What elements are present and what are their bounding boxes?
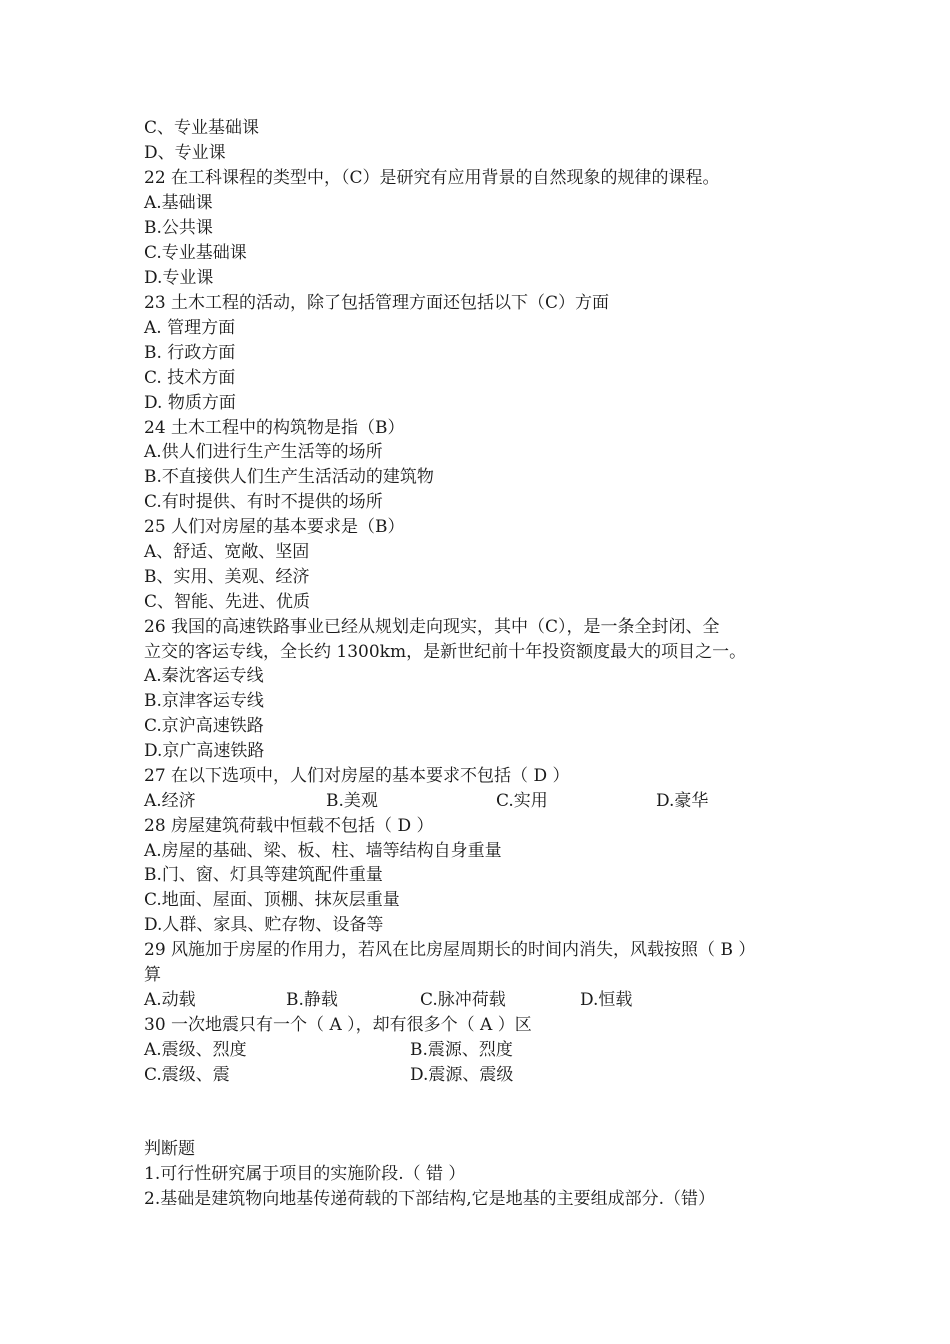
text-line: A.秦沈客运专线 [144,666,264,686]
option-c: C.脉冲荷载 [420,990,506,1010]
text-line: C、智能、先进、优质 [144,592,311,612]
text-line: D.京广高速铁路 [144,741,265,761]
text-line: A、舒适、宽敞、坚固 [144,542,310,562]
text-line: D.人群、家具、贮存物、设备等 [144,915,384,935]
option-a: A.经济 [144,791,196,811]
option-b: B.美观 [326,791,378,811]
text-line: B.京津客运专线 [144,691,264,711]
text-line: A.基础课 [144,193,213,213]
judgment-item: 1.可行性研究属于项目的实施阶段.（ 错 ） [144,1164,466,1184]
question-27-options [144,789,844,813]
option-a: A.震级、烈度 [144,1040,247,1060]
text-line: C. 技术方面 [144,368,236,388]
question-30-options-row1 [144,1038,844,1062]
text-line: B.门、窗、灯具等建筑配件重量 [144,865,383,885]
question-24-stem: 24 土木工程中的构筑物是指（B） [144,418,405,438]
text-line: B.公共课 [144,218,213,238]
option-d: D.豪华 [656,791,709,811]
text-line: A.供人们进行生产生活等的场所 [144,442,383,462]
option-b: B.震源、烈度 [410,1040,513,1060]
text-line: A. 管理方面 [144,318,236,338]
text-line: C.有时提供、有时不提供的场所 [144,492,383,512]
text-line: C.京沪高速铁路 [144,716,264,736]
question-30-stem: 30 一次地震只有一个（ A ），却有很多个（ A ）区 [144,1015,532,1035]
question-23-stem: 23 土木工程的活动，除了包括管理方面还包括以下（C）方面 [144,293,610,313]
question-30-options-row2 [144,1063,844,1087]
text-line: B. 行政方面 [144,343,236,363]
question-22-stem: 22 在工科课程的类型中，（C）是研究有应用背景的自然现象的规律的课程。 [144,168,720,188]
text-line: A.房屋的基础、梁、板、柱、墙等结构自身重量 [144,841,502,861]
question-29-stem: 29 风施加于房屋的作用力，若风在比房屋周期长的时间内消失，风载按照（ B ） [144,940,756,960]
text-line: D、专业课 [144,143,226,163]
option-a: A.动载 [144,990,196,1010]
option-b: B.静载 [286,990,338,1010]
option-d: D.震源、震级 [410,1065,514,1085]
text-line: D.专业课 [144,268,214,288]
question-28-stem: 28 房屋建筑荷载中恒载不包括（ D ） [144,816,434,836]
section-heading-judgment: 判断题 [144,1139,195,1159]
text-line: D. 物质方面 [144,393,236,413]
text-line: C、专业基础课 [144,118,260,138]
judgment-item: 2.基础是建筑物向地基传递荷载的下部结构,它是地基的主要组成部分.（错） [144,1189,716,1209]
question-29-stem-cont: 算 [144,965,161,985]
question-27-stem: 27 在以下选项中，人们对房屋的基本要求不包括（ D ） [144,766,570,786]
question-25-stem: 25 人们对房屋的基本要求是（B） [144,517,405,537]
option-d: D.恒载 [580,990,633,1010]
question-26-stem-cont: 立交的客运专线，全长约 1300km，是新世纪前十年投资额度最大的项目之一。 [144,642,747,662]
text-line: C.专业基础课 [144,243,247,263]
text-line: B、实用、美观、经济 [144,567,310,587]
option-c: C.震级、震 [144,1065,230,1085]
question-26-stem: 26 我国的高速铁路事业已经从规划走向现实，其中（C），是一条全封闭、全 [144,617,720,637]
question-29-options [144,988,844,1012]
text-line: B.不直接供人们生产生活活动的建筑物 [144,467,434,487]
option-c: C.实用 [496,791,548,811]
text-line: C.地面、屋面、顶棚、抹灰层重量 [144,890,400,910]
